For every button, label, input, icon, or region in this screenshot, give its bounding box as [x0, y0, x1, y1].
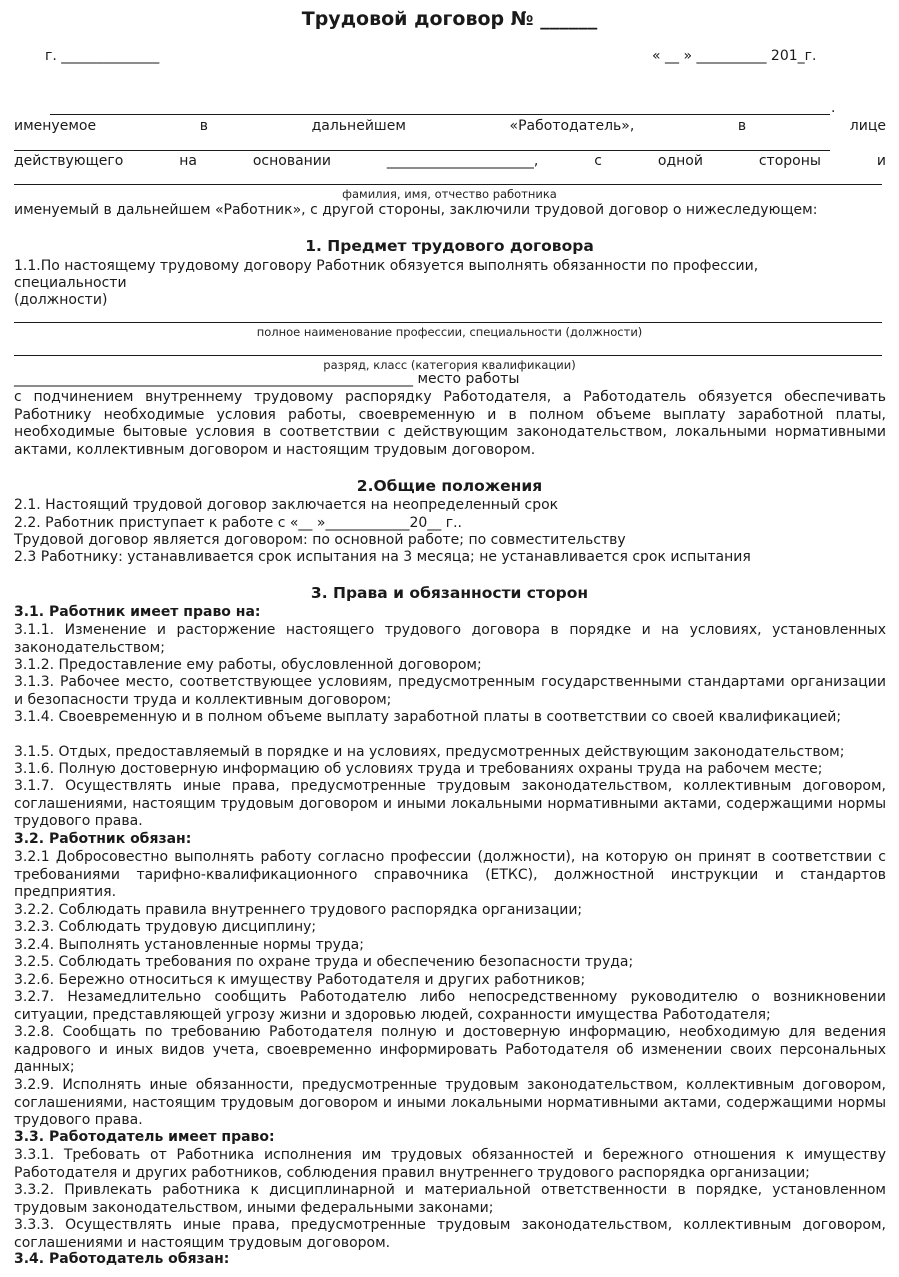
subsection-3-2-heading: 3.2. Работник обязан: — [14, 831, 192, 847]
clause-3-1-3: 3.1.3. Рабочее место, соответствующее условиям, предусмотренным государственными стандартами организации и безопасности труда и коллективным договором; — [14, 674, 886, 708]
clause-1-1-specialty: специальности — [14, 275, 127, 291]
representative-line — [14, 150, 830, 151]
preamble-row-basis — [14, 153, 886, 170]
section-1-heading: 1. Предмет трудового договора — [305, 237, 594, 255]
clause-3-2-9: 3.2.9. Исполнять иные обязанности, предусмотренные трудовым законодательством, коллективным договором, соглашениями, настоящим трудовым договором и иными локальными нормативными актами, содержащими нормы трудового права. — [14, 1077, 886, 1128]
clause-3-1-5: 3.1.5. Отдых, предоставляемый в порядке и на условиях, предусмотренных действующим законодательством; — [14, 744, 845, 760]
clause-3-1-4: 3.1.4. Своевременную и в полном объеме выплату заработной платы в соответствии со своей квалификацией; — [14, 709, 842, 725]
preamble-word: «Работодатель», — [509, 118, 635, 134]
preamble-word: и — [876, 153, 886, 169]
preamble-word: действующего — [14, 153, 124, 169]
clause-1-1-position: (должности) — [14, 292, 108, 308]
employer-name-line — [50, 114, 830, 115]
grade-line — [14, 355, 882, 356]
clause-3-1-1: 3.1.1. Изменение и расторжение настоящего трудового договора в порядке и на условиях, установленных законодательством; — [14, 622, 886, 656]
date-field: « __ » __________ 201_г. — [652, 48, 817, 64]
clause-3-3-1: 3.3.1. Требовать от Работника исполнения им трудовых обязанностей и бережного отношения к имуществу Работодателя и других работников, соблюдения правил внутреннего трудового распорядка организации; — [14, 1147, 886, 1181]
clause-3-3-2: 3.3.2. Привлекать работника к дисциплинарной и материальной ответственности в порядке, установленном трудовым законодательством, иными федеральными законами; — [14, 1182, 886, 1216]
workplace-field: _________________________________________________________ место работы — [14, 371, 520, 387]
preamble-word: на — [179, 153, 197, 169]
preamble-word: именуемое — [14, 118, 97, 134]
preamble-word: дальнейшем — [311, 118, 406, 134]
preamble-word: в — [199, 118, 208, 134]
clause-3-1-7: 3.1.7. Осуществлять иные права, предусмотренные трудовым законодательством, коллективным договором, соглашениями, настоящим трудовым договором и иными локальными нормативными актами, содержащими нормы трудового права. — [14, 778, 886, 829]
clause-2-2: 2.2. Работник приступает к работе с «__ »____________20__ г.. — [14, 515, 462, 531]
caption-employee-fio: фамилия, имя, отчество работника — [342, 187, 557, 201]
subsection-3-4-heading: 3.4. Работодатель обязан: — [14, 1251, 230, 1267]
clause-3-2-3: 3.2.3. Соблюдать трудовую дисциплину; — [14, 919, 317, 935]
document-title: Трудовой договор № ______ — [301, 8, 598, 30]
subsection-3-3-heading: 3.3. Работодатель имеет право: — [14, 1129, 275, 1145]
preamble-word: лице — [849, 118, 886, 134]
section-2-heading: 2.Общие положения — [356, 477, 543, 495]
city-field: г. ______________ — [45, 48, 160, 64]
clause-3-2-2: 3.2.2. Соблюдать правила внутреннего трудового распорядка организации; — [14, 902, 583, 918]
clause-3-3-3: 3.3.3. Осуществлять иные права, предусмотренные трудовым законодательством, коллективным договором, соглашениями и настоящим трудовым договором. — [14, 1217, 886, 1251]
clause-3-2-1: 3.2.1 Добросовестно выполнять работу согласно профессии (должности), на которую он принят в соответствии с требованиями тарифно-квалификационного справочника (ЕТКС), должностной инструкции и стандартов предприятия. — [14, 849, 886, 900]
preamble-word: с — [594, 153, 602, 169]
clause-3-2-4: 3.2.4. Выполнять установленные нормы труда; — [14, 937, 364, 953]
profession-line — [14, 322, 882, 323]
preamble-word: основании — [252, 153, 332, 169]
clause-3-2-5: 3.2.5. Соблюдать требования по охране труда и обеспечению безопасности труда; — [14, 954, 634, 970]
preamble-word: стороны — [758, 153, 821, 169]
caption-profession: полное наименование профессии, специальности (должности) — [256, 325, 643, 339]
clause-3-1-6: 3.1.6. Полную достоверную информацию об условиях труда и требованиях охраны труда на рабочем месте; — [14, 761, 823, 777]
employer-line-end: . — [831, 100, 836, 116]
clause-1-1: 1.1.По настоящему трудовому договору Работник обязуется выполнять обязанности по профессии, — [14, 258, 759, 274]
preamble-word: в — [737, 118, 747, 134]
clause-2-1: 2.1. Настоящий трудовой договор заключается на неопределенный срок — [14, 497, 559, 513]
subsection-3-1-heading: 3.1. Работник имеет право на: — [14, 604, 261, 620]
clause-1-1-obligations: с подчинением внутреннему трудовому распорядку Работодателя, а Работодатель обязуется обеспечивать Работнику необходимые условия работы, своевременную и в полном объеме выплату заработной платы, необходимые бытовые условия в соответствии с действующим законодательством, локальными нормативными актами, коллективным договором и настоящим трудовым договором. — [14, 389, 886, 458]
section-3-heading: 3. Права и обязанности сторон — [310, 584, 589, 602]
clause-3-2-6: 3.2.6. Бережно относиться к имуществу Работодателя и других работников; — [14, 972, 586, 988]
clause-3-2-8: 3.2.8. Сообщать по требованию Работодателя полную и достоверную информацию, необходимую для ведения кадрового и иных видов учета, своевременно информировать Работодателя об изменении своих персональных данных; — [14, 1024, 886, 1075]
clause-3-2-7: 3.2.7. Незамедлительно сообщить Работодателю либо непосредственному руководителю о возникновении ситуации, представляющей угрозу жизни и здоровью людей, сохранности имущества Работодателя; — [14, 989, 886, 1023]
employee-name-line — [14, 184, 882, 185]
preamble-word: _____________________, — [386, 153, 539, 169]
preamble-word: одной — [657, 153, 703, 169]
preamble-row-employer — [14, 118, 886, 135]
contract-type-line: Трудовой договор является договором: по основной работе; по совместительству — [14, 532, 626, 548]
clause-3-1-2: 3.1.2. Предоставление ему работы, обусловленной договором; — [14, 657, 482, 673]
clause-2-3: 2.3 Работнику: устанавливается срок испытания на 3 месяца; не устанавливается срок испытания — [14, 549, 751, 565]
preamble-conclusion: именуемый в дальнейшем «Работник», с другой стороны, заключили трудовой договор о нижеследующем: — [14, 202, 818, 218]
caption-grade: разряд, класс (категория квалификации) — [323, 358, 576, 372]
